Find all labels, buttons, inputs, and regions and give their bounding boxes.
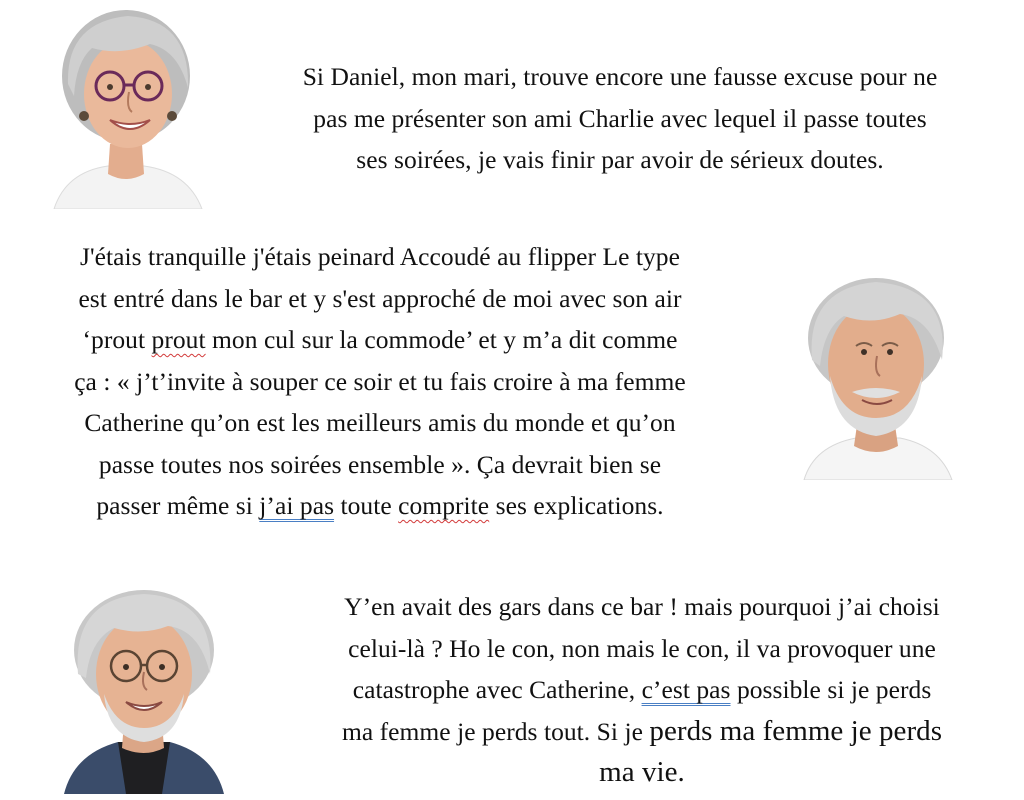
spelling-error-prout[interactable]: prout <box>151 325 206 354</box>
bearded-man-portrait <box>790 268 960 480</box>
glasses-man-illustration <box>58 582 228 794</box>
charlie-line-7-e: ses explications. <box>489 491 664 520</box>
charlie-line-7 <box>0 485 760 527</box>
daniel-line-2: celui-là ? Ho le con, non mais le con, il va provoquer une <box>348 633 936 663</box>
wife-line-1: Si Daniel, mon mari, trouve encore une fausse excuse pour ne <box>302 62 938 91</box>
charlie-line-7-c: toute <box>334 491 399 520</box>
charlie-line-3-a: ‘prout <box>82 325 152 354</box>
charlie-line-7-a: passer même si <box>96 491 260 520</box>
daniel-line-4-a: ma femme je perds tout. Si je <box>341 716 650 746</box>
charlie-paragraph <box>0 236 760 527</box>
glasses-man-portrait <box>58 582 228 794</box>
charlie-line-6: passe toutes nos soirées ensemble ». Ça devrait bien se <box>98 449 662 479</box>
woman-portrait <box>46 4 206 209</box>
bearded-man-illustration <box>790 268 960 480</box>
wife-paragraph <box>216 56 1024 181</box>
daniel-line-3 <box>270 669 1014 711</box>
daniel-line-3-a: catastrophe avec Catherine, <box>352 675 636 704</box>
woman-portrait-illustration <box>46 4 206 209</box>
grammar-error-cest-pas[interactable]: c’est pas <box>641 675 731 704</box>
daniel-line-5: ma vie. <box>599 756 685 788</box>
daniel-line-4-b: perds ma femme je perds <box>649 714 943 747</box>
wife-line-3: ses soirées, je vais finir par avoir de sérieux doutes. <box>356 145 884 174</box>
grammar-error-jai-pas[interactable]: j’ai pas <box>259 491 335 520</box>
wife-line-2: pas me présenter son ami Charlie avec lequel il passe toutes <box>313 103 927 133</box>
daniel-paragraph <box>270 586 1014 794</box>
spelling-error-comprite[interactable]: comprite <box>398 491 490 520</box>
charlie-line-3 <box>0 319 760 361</box>
charlie-line-2: est entré dans le bar et y s'est approché de moi avec son air <box>78 283 682 313</box>
charlie-line-3-c: mon cul sur la commode’ et y m’a dit comme <box>205 325 678 354</box>
charlie-line-1: J'étais tranquille j'étais peinard Accoudé au flipper Le type <box>80 242 680 271</box>
daniel-line-1: Y’en avait des gars dans ce bar ! mais pourquoi j’ai choisi <box>344 592 940 621</box>
daniel-line-4 <box>270 711 1014 753</box>
charlie-line-5: Catherine qu’on est les meilleurs amis du monde et qu’on <box>84 408 676 437</box>
daniel-line-3-c: possible si je perds <box>730 675 932 704</box>
charlie-line-4: ça : « j’t’invite à souper ce soir et tu fais croire à ma femme <box>74 366 686 396</box>
